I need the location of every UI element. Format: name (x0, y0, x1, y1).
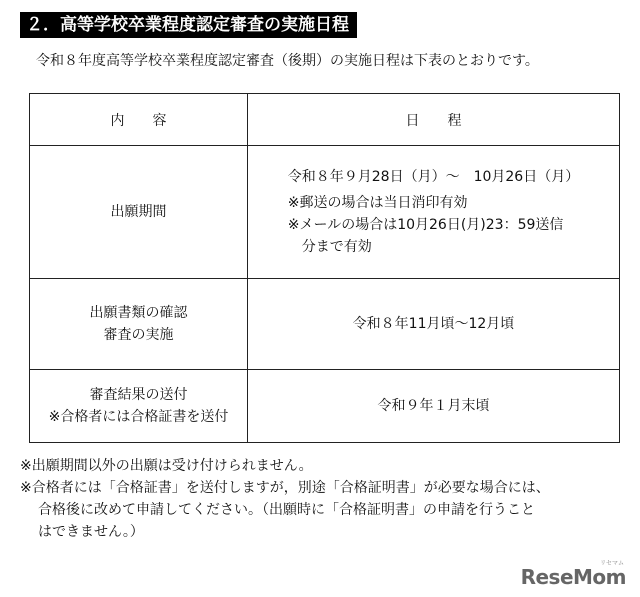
footnotes (20, 455, 620, 543)
row-label-line: 審査の実施 (103, 327, 174, 343)
application-period-block (288, 166, 579, 258)
row-value (248, 146, 620, 279)
row-label-line: ※合格者には合格証書を送付 (48, 409, 229, 425)
email-note-continued: 分まで有効 (301, 239, 372, 255)
table-row (30, 370, 620, 443)
footnote-continued: 合格後に改めて申請してください。（出願時に「合格証明書」の申請を行うこと (38, 502, 535, 518)
footnote: ※合格者には「合格証書」を送付しますが，別途「合格証明書」が必要な場合には、 (20, 480, 550, 496)
row-label-line: 出願期間 (110, 204, 167, 220)
intro-text: 令和８年度高等学校卒業程度認定審査（後期）の実施日程は下表のとおりです。 (36, 53, 539, 69)
watermark-subtext: リセマム (600, 560, 624, 567)
table-row (30, 279, 620, 370)
application-period-dates: 令和８年９月28日（月）～ 10月26日（月） (287, 169, 580, 185)
postal-note: ※郵送の場合は当日消印有効 (287, 195, 468, 211)
row-label-line: 出願書類の確認 (89, 305, 188, 321)
header-content: 内 容 (30, 94, 248, 146)
resemom-logo: ReseMom (520, 565, 626, 589)
row-value (248, 370, 620, 443)
header-schedule: 日 程 (248, 94, 620, 146)
section-heading: ２．高等学校卒業程度認定審査の実施日程 (20, 12, 357, 38)
result-delivery-date: 令和９年１月末頃 (377, 398, 490, 414)
row-label (30, 279, 248, 370)
schedule-table (29, 93, 620, 443)
row-value (248, 279, 620, 370)
footnote-continued: はできません。） (38, 524, 144, 540)
row-label (30, 370, 248, 443)
table-row (30, 146, 620, 279)
review-period: 令和８年11月頃～12月頃 (352, 316, 515, 332)
row-label (30, 146, 248, 279)
footnote: ※出願期間以外の出願は受け付けられません。 (20, 458, 313, 474)
email-note: ※メールの場合は10月26日(月)23：59送信 (287, 217, 564, 233)
table-header-row (30, 94, 620, 146)
row-label-line: 審査結果の送付 (89, 387, 188, 403)
